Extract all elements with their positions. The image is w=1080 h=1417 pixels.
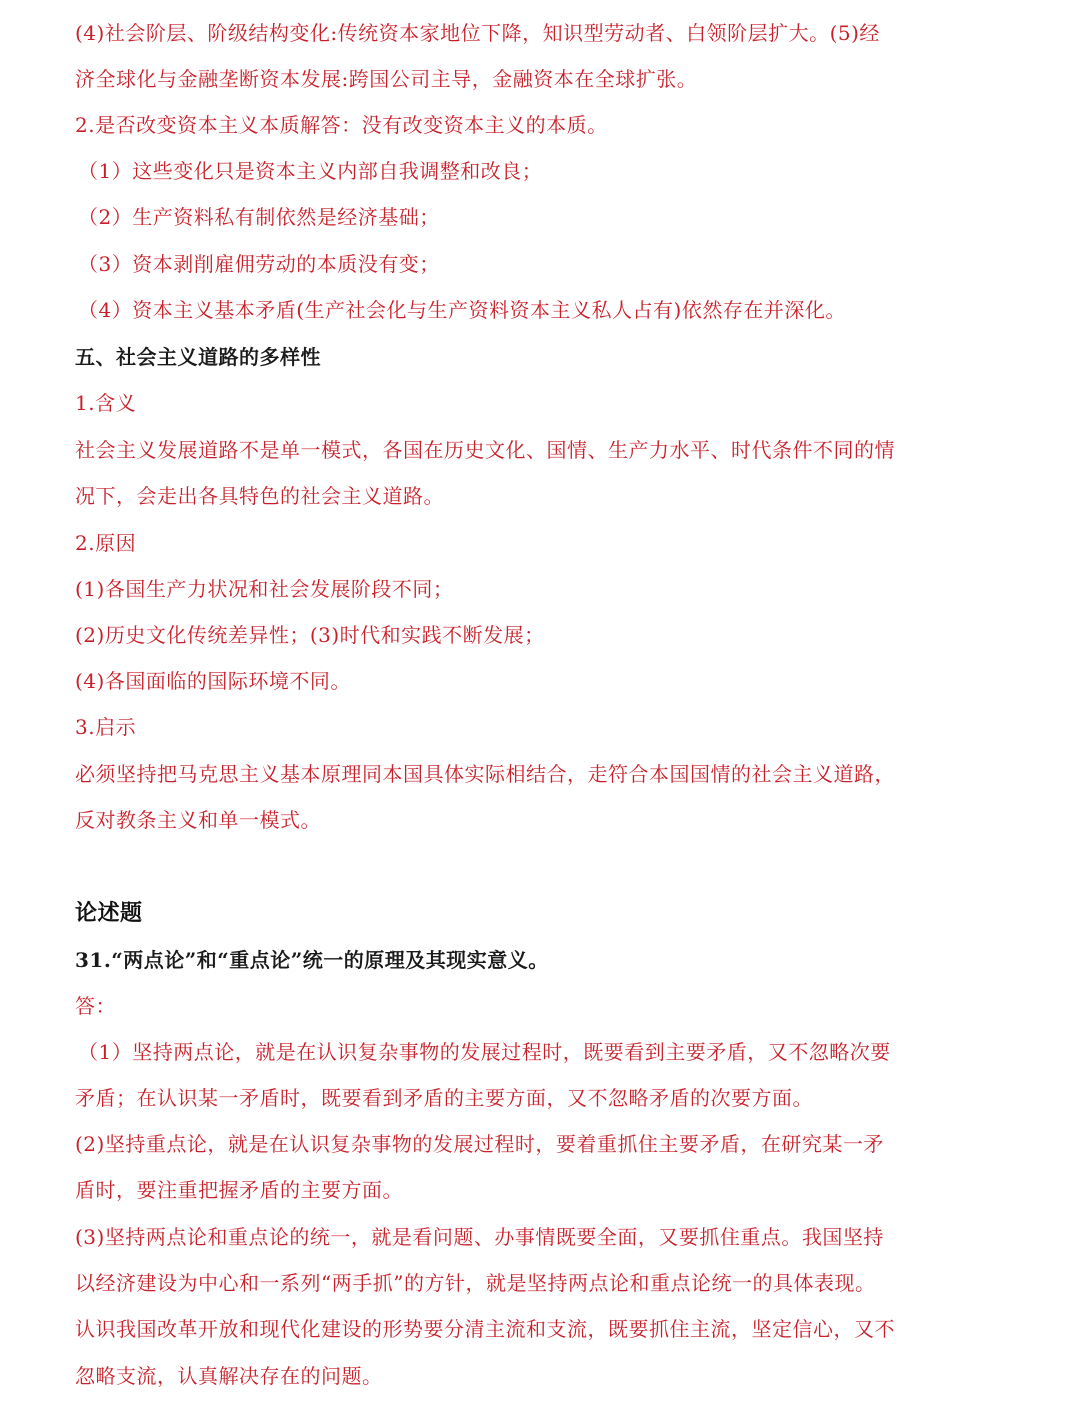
text-line: （1）坚持两点论，就是在认识复杂事物的发展过程时，既要看到主要矛盾，又不忽略次要 (78, 1040, 891, 1064)
question-title: 31.“两点论”和“重点论”统一的原理及其现实意义。 (75, 948, 549, 972)
text-line: （1）这些变化只是资本主义内部自我调整和改良； (78, 159, 543, 183)
text-line: 矛盾；在认识某一矛盾时，既要看到矛盾的主要方面，又不忽略矛盾的次要方面。 (75, 1086, 813, 1110)
text-line: 盾时，要注重把握矛盾的主要方面。 (75, 1178, 403, 1202)
text-line: 况下，会走出各具特色的社会主义道路。 (75, 484, 444, 508)
text-line: （4）资本主义基本矛盾(生产社会化与生产资料资本主义私人占有)依然存在并深化。 (78, 298, 846, 322)
text-line: (4)各国面临的国际环境不同。 (75, 669, 351, 693)
section-heading: 五、社会主义道路的多样性 (75, 345, 321, 369)
essay-section-title: 论述题 (75, 900, 143, 926)
text-line: 反对教条主义和单一模式。 (75, 808, 321, 832)
text-line: 忽略支流，认真解决存在的问题。 (75, 1364, 383, 1388)
text-line: (1)各国生产力状况和社会发展阶段不同； (75, 577, 454, 601)
text-line: （2）生产资料私有制依然是经济基础； (78, 205, 440, 229)
text-line: (2)历史文化传统差异性；(3)时代和实践不断发展； (75, 623, 545, 647)
text-line: 必须坚持把马克思主义基本原理同本国具体实际相结合，走符合本国国情的社会主义道路， (75, 762, 895, 786)
answer-label: 答： (75, 994, 116, 1018)
text-line: (4)社会阶层、阶级结构变化:传统资本家地位下降，知识型劳动者、白领阶层扩大。(5)经 (75, 21, 880, 45)
text-line: (2)坚持重点论，就是在认识复杂事物的发展过程时，要着重抓住主要矛盾，在研究某一矛 (75, 1132, 884, 1156)
text-line: (3)坚持两点论和重点论的统一，就是看问题、办事情既要全面，又要抓住重点。我国坚持 (75, 1225, 884, 1249)
text-line: 济全球化与金融垄断资本发展:跨国公司主导，金融资本在全球扩张。 (75, 67, 698, 91)
text-line: 2.是否改变资本主义本质解答：没有改变资本主义的本质。 (75, 113, 608, 137)
text-line: 认识我国改革开放和现代化建设的形势要分清主流和支流，既要抓住主流，坚定信心，又不 (75, 1317, 895, 1341)
text-line: 以经济建设为中心和一系列“两手抓”的方针，就是坚持两点论和重点论统一的具体表现。 (75, 1271, 876, 1295)
text-line: 社会主义发展道路不是单一模式，各国在历史文化、国情、生产力水平、时代条件不同的情 (75, 438, 895, 462)
text-line: 1.含义 (75, 391, 137, 415)
text-line: 3.启示 (75, 715, 137, 739)
text-line: 2.原因 (75, 531, 137, 555)
text-line: （3）资本剥削雇佣劳动的本质没有变； (78, 252, 440, 276)
